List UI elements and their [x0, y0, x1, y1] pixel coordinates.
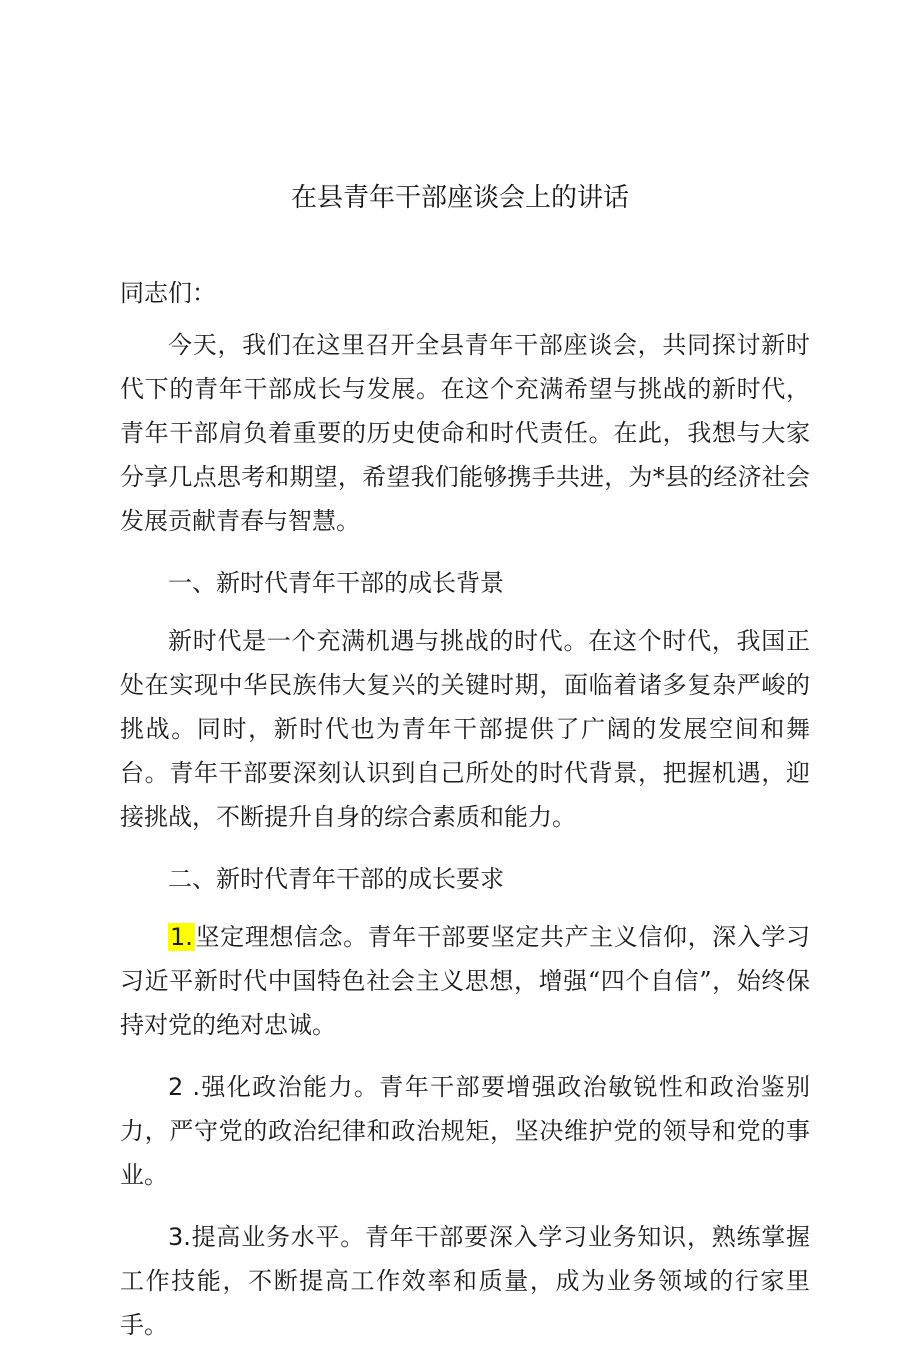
section-1-paragraph: 新时代是一个充满机遇与挑战的时代。在这个时代，我国正处在实现中华民族伟大复兴的关键时期，面临着诸多复杂严峻的挑战。同时，新时代也为青年干部提供了广阔的发展空间和舞台。青年干部要深刻认识到自己所处的时代背景，把握机遇，迎接挑战，不断提升自身的综合素质和能力。 — [120, 627, 810, 831]
section-1-heading: 一、新时代青年干部的成长背景 — [168, 569, 504, 597]
list-item-3-number: 3. — [168, 1223, 191, 1251]
list-item-1 — [120, 915, 810, 1047]
document-title: 在县青年干部座谈会上的讲话 — [290, 183, 629, 213]
list-item-1-text: 坚定理想信念。青年干部要坚定共产主义信仰，深入学习习近平新时代中国特色社会主义思想，增强“四个自信”，始终保持对党的绝对忠诚。 — [120, 923, 810, 1039]
salutation: 同志们： — [120, 279, 216, 307]
list-item-2-number: 2 . — [168, 1073, 200, 1101]
list-item-2 — [120, 1065, 810, 1197]
list-item-3 — [120, 1215, 810, 1347]
document-body — [120, 271, 810, 1365]
intro-paragraph: 今天，我们在这里召开全县青年干部座谈会，共同探讨新时代下的青年干部成长与发展。在这个充满希望与挑战的新时代，青年干部肩负着重要的历史使命和时代责任。在此，我想与大家分享几点思考和期望，希望我们能够携手共进，为*县的经济社会发展贡献青春与智慧。 — [120, 331, 810, 535]
list-item-2-text: 强化政治能力。青年干部要增强政治敏锐性和政治鉴别力，严守党的政治纪律和政治规矩，坚决维护党的领导和党的事业。 — [120, 1073, 811, 1189]
section-2-heading: 二、新时代青年干部的成长要求 — [168, 865, 504, 893]
list-item-1-number: 1. — [170, 923, 193, 951]
list-item-3-text: 提高业务水平。青年干部要深入学习业务知识，熟练掌握工作技能，不断提高工作效率和质量，成为业务领域的行家里手。 — [120, 1223, 810, 1339]
